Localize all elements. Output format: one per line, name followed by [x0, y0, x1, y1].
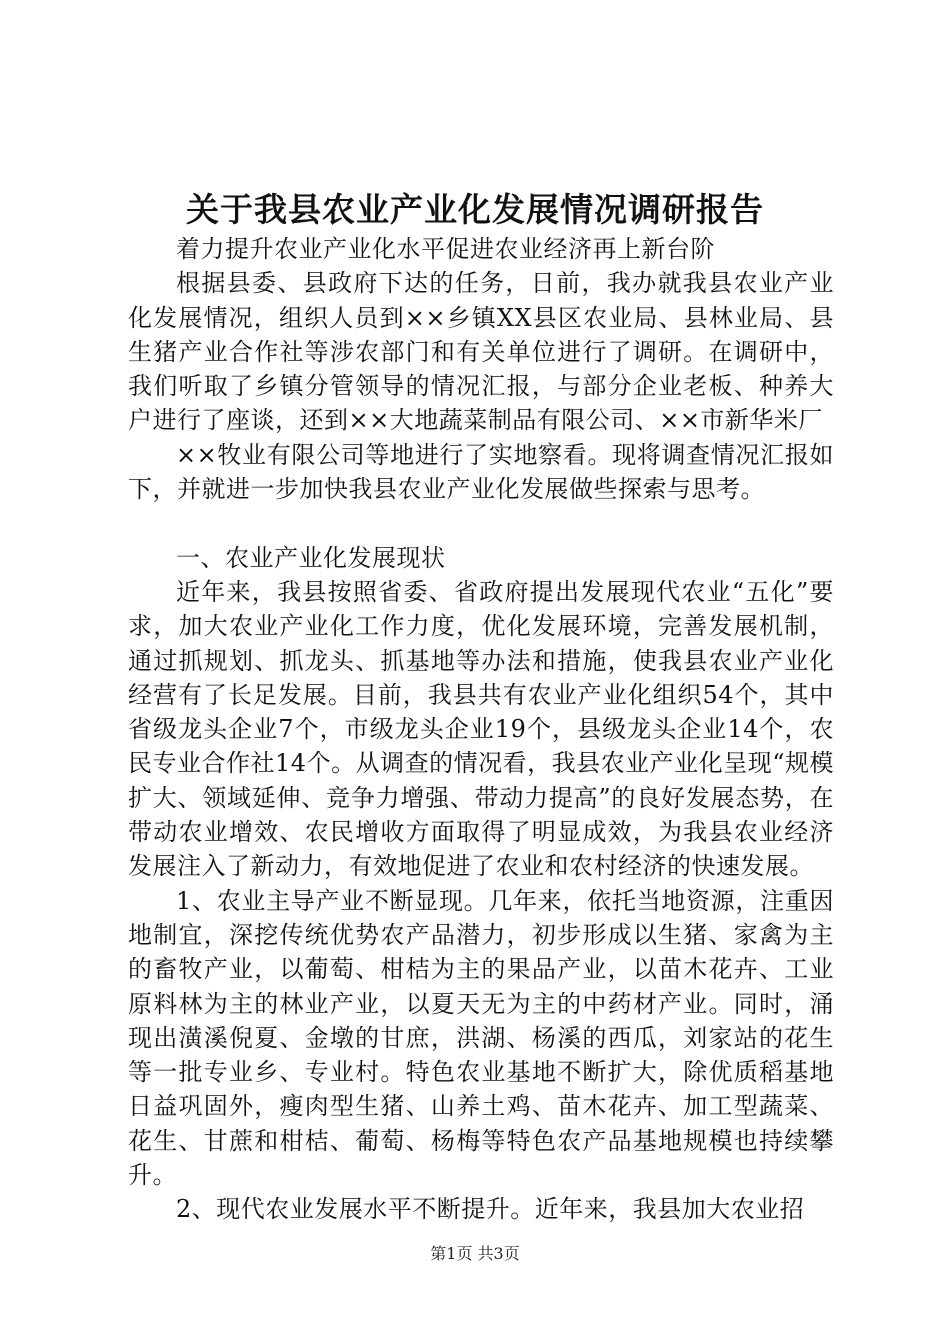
document-body — [128, 232, 834, 1227]
body-paragraph: 根据县委、县政府下达的任务，日前，我办就我县农业产业化发展情况，组织人员到××乡镇XX县区农业局、县林业局、县生猪产业合作社等涉农部门和有关单位进行了调研。在调研中，我们听取了乡镇分管领导的情况汇报，与部分企业老板、种养大户进行了座谈，还到××大地蔬菜制品有限公司、××市新华米厂 — [128, 269, 834, 435]
document-title: 关于我县农业产业化发展情况调研报告 — [186, 190, 764, 229]
section-heading: 一、农业产业化发展现状 — [176, 543, 446, 572]
page-footer: 第1页 共3页 — [430, 1244, 520, 1263]
body-paragraph: ××牧业有限公司等地进行了实地察看。现将调查情况汇报如下，并就进一步加快我县农业产业化发展做些探索与思考。 — [128, 440, 834, 504]
body-paragraph: 近年来，我县按照省委、省政府提出发展现代农业“五化”要求，加大农业产业化工作力度，优化发展环境，完善发展机制，通过抓规划、抓龙头、抓基地等办法和措施，使我县农业产业化经营有了长足发展。目前，我县共有农业产业化组织54个，其中省级龙头企业7个，市级龙头企业19个，县级龙头企业14个，农民专业合作社14个。从调查的情况看，我县农业产业化呈现“规模扩大、领域延伸、竞争力增强、带动力提高”的良好发展态势，在带动农业增效、农民增收方面取得了明显成效，为我县农业经济发展注入了新动力，有效地促进了农业和农村经济的快速发展。 — [128, 577, 834, 881]
body-paragraph: 2、现代农业发展水平不断提升。近年来，我县加大农业招 — [176, 1195, 805, 1224]
subtitle-paragraph: 着力提升农业产业化水平促进农业经济再上新台阶 — [176, 235, 715, 263]
blank-line — [128, 506, 834, 540]
body-paragraph: 1、农业主导产业不断显现。几年来，依托当地资源，注重因地制宜，深挖传统优势农产品潜力，初步形成以生猪、家禽为主的畜牧产业，以葡萄、柑桔为主的果品产业，以苗木花卉、工业原料林为主的林业产业，以夏天无为主的中药材产业。同时，涌现出潢溪倪夏、金墩的甘庶，洪湖、杨溪的西瓜，刘家站的花生等一批专业乡、专业村。特色农业基地不断扩大，除优质稻基地日益巩固外，瘦肉型生猪、山养土鸡、苗木花卉、加工型蔬菜、花生、甘蔗和柑桔、葡萄、杨梅等特色农产品基地规模也持续攀升。 — [128, 886, 834, 1190]
